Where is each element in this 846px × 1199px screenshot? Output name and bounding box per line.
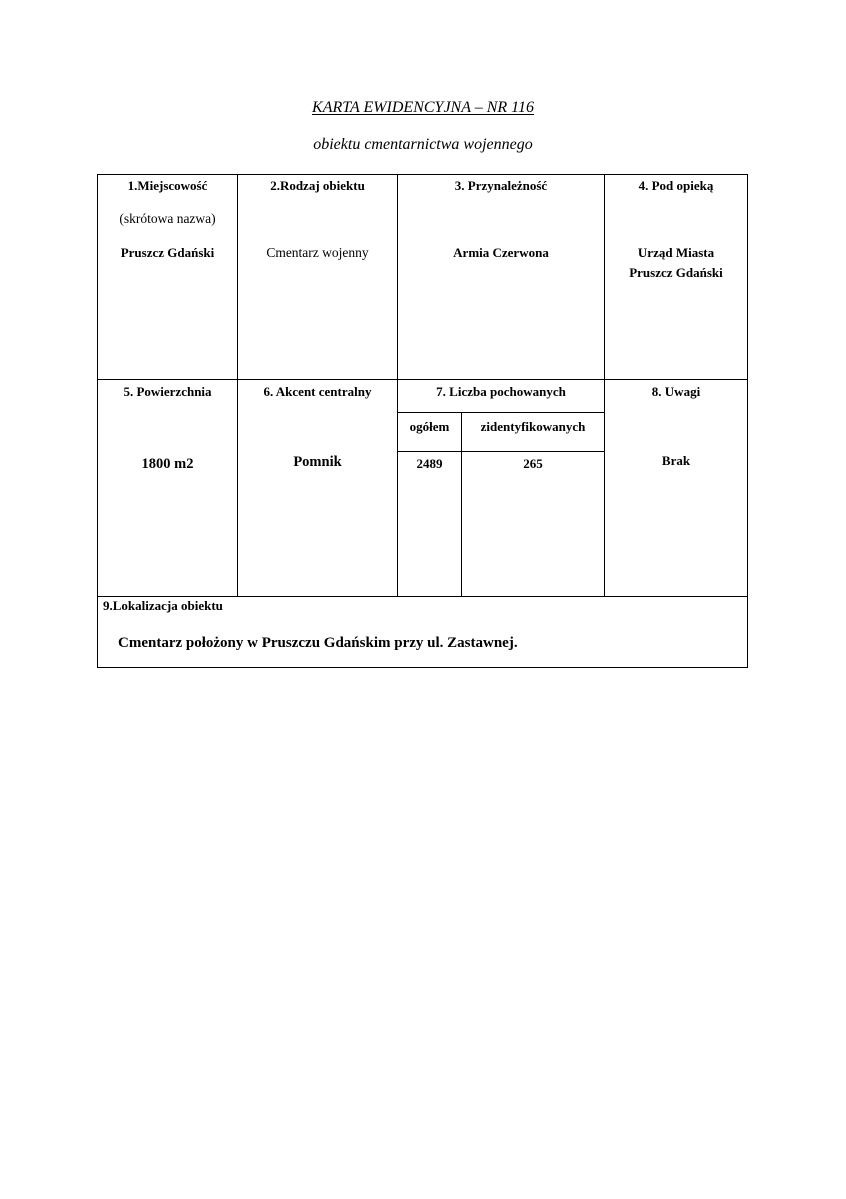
przynaleznosc-label: 3. Przynależność [454,178,548,193]
miejscowosc-label: 1.Miejscowość [127,178,208,193]
document-subtitle: obiektu cmentarnictwa wojennego [313,136,533,153]
zidentyfikowanych-value: 265 [523,456,543,471]
subcolumn-divider [461,412,462,597]
powierzchnia-label: 5. Powierzchnia [123,384,212,399]
table-row-divider-1 [97,379,748,380]
rodzaj-obiektu-value: Cmentarz wojenny [266,245,369,260]
uwagi-label: 8. Uwagi [651,384,701,399]
table-border-bottom [97,667,748,668]
lokalizacja-label: 9.Lokalizacja obiektu [103,598,223,613]
pod-opieka-value-line1: Urząd Miasta [637,245,715,260]
liczba-pochowanych-label: 7. Liczba pochowanych [436,384,566,399]
subheader-divider-bottom [397,451,605,452]
akcent-centralny-label: 6. Akcent centralny [263,384,372,399]
table-border-right [747,174,748,668]
table-border-top [97,174,748,175]
miejscowosc-value: Pruszcz Gdański [120,245,215,260]
miejscowosc-sublabel: (skrótowa nazwa) [119,211,216,226]
ogolem-label: ogółem [409,419,450,434]
ogolem-value: 2489 [416,456,443,471]
akcent-centralny-value: Pomnik [293,454,342,470]
subheader-divider-top [397,412,605,413]
przynaleznosc-value: Armia Czerwona [453,245,549,260]
rodzaj-obiektu-label: 2.Rodzaj obiektu [270,178,365,193]
uwagi-value: Brak [661,453,691,468]
zidentyfikowanych-label: zidentyfikowanych [480,419,586,434]
powierzchnia-value: 1800 m2 [141,456,194,472]
document-title: KARTA EWIDENCYJNA – NR 116 [312,99,534,116]
pod-opieka-label: 4. Pod opieką [638,178,714,193]
lokalizacja-value: Cmentarz położony w Pruszczu Gdańskim przy ul. Zastawnej. [118,635,518,651]
pod-opieka-value-line2: Pruszcz Gdański [629,265,723,280]
